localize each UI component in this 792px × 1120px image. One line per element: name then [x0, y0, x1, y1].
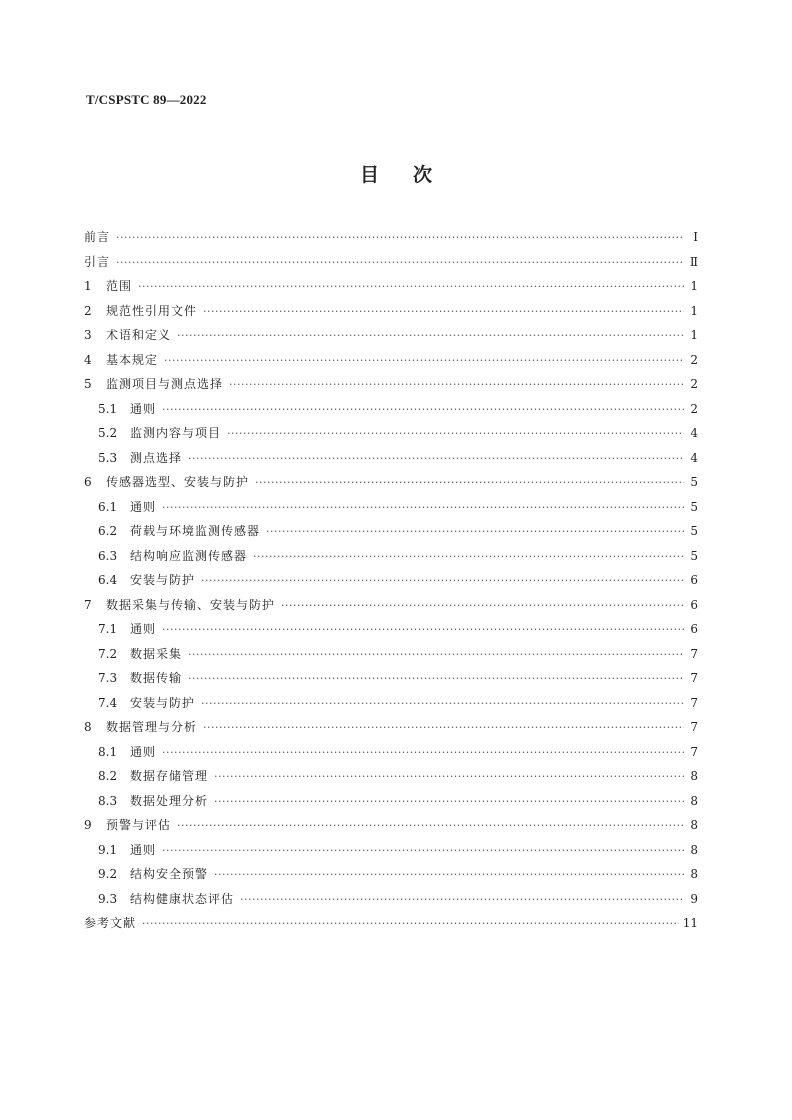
dot-leader — [203, 716, 684, 741]
toc-entry-page: 7 — [690, 646, 698, 661]
toc-entry[interactable] — [84, 519, 698, 544]
toc-entry-label: 参考文献 — [84, 916, 137, 930]
toc-entry-label: 通则 — [130, 622, 157, 636]
toc-entry-page: 8 — [690, 867, 698, 881]
toc-entry-number: 7.2 — [98, 646, 118, 661]
toc-entry-number: 7.3 — [98, 671, 118, 685]
toc-entry[interactable] — [84, 764, 698, 789]
toc-entry-label: 数据采集 — [130, 646, 183, 661]
dot-leader — [162, 741, 684, 766]
toc-entry[interactable] — [84, 715, 698, 740]
toc-entry-number: 5 — [84, 377, 92, 391]
toc-entry-page: 11 — [682, 916, 698, 930]
toc-entry[interactable] — [84, 617, 698, 642]
toc-entry-label: 术语和定义 — [106, 328, 172, 342]
dot-leader — [164, 349, 684, 374]
toc-entry[interactable] — [84, 495, 698, 520]
toc-entry-page: Ⅰ — [693, 230, 698, 244]
toc-entry-number: 7 — [84, 597, 92, 612]
toc-entry-page: Ⅱ — [689, 254, 698, 269]
toc-entry-page: 2 — [690, 377, 698, 391]
toc-entry-label: 结构健康状态评估 — [130, 891, 235, 906]
toc-entry-number: 6.1 — [98, 499, 118, 514]
toc-entry-page: 4 — [690, 450, 698, 465]
toc-entry-label: 引言 — [84, 254, 111, 269]
toc-entry-label: 荷载与环境监测传感器 — [130, 524, 261, 538]
toc-entry-label: 传感器选型、安装与防护 — [106, 475, 250, 489]
dot-leader — [188, 667, 684, 692]
toc-entry-number: 6.4 — [98, 573, 118, 587]
toc-entry[interactable] — [84, 666, 698, 691]
toc-entry[interactable] — [84, 250, 698, 275]
toc-entry-page: 8 — [690, 818, 698, 832]
toc-entry[interactable] — [84, 740, 698, 765]
toc-entry-label: 数据管理与分析 — [106, 720, 198, 734]
toc-entry-page: 7 — [690, 720, 698, 734]
dot-leader — [253, 545, 684, 570]
toc-entry[interactable] — [84, 789, 698, 814]
toc-entry-page: 7 — [690, 671, 698, 685]
toc-entry-number: 8 — [84, 720, 92, 734]
dot-leader — [255, 471, 684, 496]
toc-entry-page: 8 — [690, 769, 698, 783]
toc-entry-number: 9 — [84, 818, 92, 832]
toc-entry-number: 8.2 — [98, 769, 118, 783]
toc-entry-page: 1 — [690, 303, 698, 318]
toc-entry-label: 数据存储管理 — [130, 769, 209, 783]
dot-leader — [188, 643, 684, 668]
dot-leader — [188, 447, 684, 472]
toc-entry-label: 安装与防护 — [130, 695, 196, 710]
toc-entry-number: 8.1 — [98, 744, 118, 759]
toc-entry[interactable] — [84, 372, 698, 397]
toc-entry-label: 数据传输 — [130, 671, 183, 685]
toc-entry-label: 通则 — [130, 842, 157, 857]
toc-entry-number: 5.3 — [98, 450, 118, 465]
toc-entry-number: 3 — [84, 328, 92, 342]
toc-entry[interactable] — [84, 348, 698, 373]
toc-entry-number: 5.2 — [98, 426, 118, 440]
toc-entry[interactable] — [84, 838, 698, 863]
toc-entry[interactable] — [84, 593, 698, 618]
toc-entry-label: 预警与评估 — [106, 818, 172, 832]
toc-entry-label: 通则 — [130, 744, 157, 759]
toc-entry[interactable] — [84, 691, 698, 716]
toc-entry-page: 1 — [690, 328, 698, 342]
dot-leader — [162, 398, 684, 423]
dot-leader — [203, 300, 684, 325]
dot-leader — [201, 569, 684, 594]
toc-entry-label: 监测项目与测点选择 — [106, 377, 224, 391]
toc-entry[interactable] — [84, 470, 698, 495]
toc-entry-label: 结构响应监测传感器 — [130, 548, 248, 563]
toc-entry-page: 2 — [690, 401, 698, 416]
toc-entry-page: 6 — [690, 597, 698, 612]
toc-entry-label: 数据采集与传输、安装与防护 — [106, 597, 276, 612]
toc-entry-number: 6.2 — [98, 524, 118, 538]
toc-entry[interactable] — [84, 813, 698, 838]
dot-leader — [201, 692, 684, 717]
toc-entry-label: 数据处理分析 — [130, 793, 209, 808]
dot-leader — [229, 373, 684, 398]
toc-entry-label: 通则 — [130, 401, 157, 416]
toc-entry-page: 4 — [690, 426, 698, 440]
toc-entry-number: 6.3 — [98, 548, 118, 563]
toc-entry-page: 6 — [690, 573, 698, 587]
dot-leader — [177, 324, 684, 349]
dot-leader — [214, 863, 684, 888]
dot-leader — [142, 912, 679, 937]
toc-entry[interactable] — [84, 299, 698, 324]
toc-entry-number: 1 — [84, 279, 92, 293]
toc-entry[interactable] — [84, 887, 698, 912]
toc-entry[interactable] — [84, 397, 698, 422]
toc-entry-label: 测点选择 — [130, 450, 183, 465]
dot-leader — [116, 226, 684, 251]
toc-entry-label: 结构安全预警 — [130, 867, 209, 881]
dot-leader — [177, 814, 684, 839]
toc-entry[interactable] — [84, 323, 698, 348]
toc-entry-number: 8.3 — [98, 793, 118, 808]
dot-leader — [266, 520, 684, 545]
toc-entry-label: 监测内容与项目 — [130, 426, 222, 440]
standard-code: T/CSPSTC 89—2022 — [86, 92, 207, 107]
table-of-contents — [84, 225, 698, 936]
toc-entry-label: 规范性引用文件 — [106, 303, 198, 318]
toc-entry[interactable] — [84, 544, 698, 569]
toc-entry-number: 2 — [84, 303, 92, 318]
toc-entry[interactable] — [84, 911, 698, 936]
dot-leader — [162, 496, 684, 521]
toc-entry-number: 4 — [84, 352, 92, 367]
dot-leader — [138, 275, 684, 300]
toc-entry[interactable] — [84, 274, 698, 299]
toc-entry[interactable] — [84, 862, 698, 887]
toc-entry-page: 1 — [690, 279, 698, 293]
toc-entry-number: 9.3 — [98, 891, 118, 906]
dot-leader — [162, 839, 684, 864]
toc-entry-page: 6 — [690, 622, 698, 636]
toc-entry-number: 6 — [84, 475, 92, 489]
toc-entry[interactable] — [84, 225, 698, 250]
toc-entry-page: 9 — [690, 891, 698, 906]
dot-leader — [227, 422, 684, 447]
dot-leader — [281, 594, 684, 619]
toc-entry-page: 8 — [690, 793, 698, 808]
toc-entry-page: 5 — [690, 475, 698, 489]
toc-entry-page: 5 — [690, 524, 698, 538]
toc-entry[interactable] — [84, 421, 698, 446]
toc-entry-page: 5 — [690, 548, 698, 563]
toc-entry-label: 前言 — [84, 230, 111, 244]
toc-entry-page: 8 — [690, 842, 698, 857]
toc-entry-label: 安装与防护 — [130, 573, 196, 587]
dot-leader — [240, 888, 684, 913]
toc-entry-page: 7 — [690, 695, 698, 710]
toc-entry[interactable] — [84, 642, 698, 667]
toc-entry-page: 5 — [690, 499, 698, 514]
dot-leader — [214, 765, 684, 790]
dot-leader — [162, 618, 684, 643]
toc-entry-number: 7.4 — [98, 695, 118, 710]
toc-title: 目次 — [359, 164, 466, 186]
toc-entry-label: 范围 — [106, 279, 133, 293]
toc-entry-page: 2 — [690, 352, 698, 367]
toc-entry[interactable] — [84, 446, 698, 471]
toc-entry-number: 5.1 — [98, 401, 118, 416]
toc-entry[interactable] — [84, 568, 698, 593]
toc-entry-number: 9.2 — [98, 867, 118, 881]
dot-leader — [116, 251, 684, 276]
dot-leader — [214, 790, 684, 815]
toc-entry-number: 9.1 — [98, 842, 118, 857]
toc-entry-page: 7 — [690, 744, 698, 759]
toc-entry-label: 通则 — [130, 499, 157, 514]
toc-entry-number: 7.1 — [98, 622, 118, 636]
toc-entry-label: 基本规定 — [106, 352, 159, 367]
